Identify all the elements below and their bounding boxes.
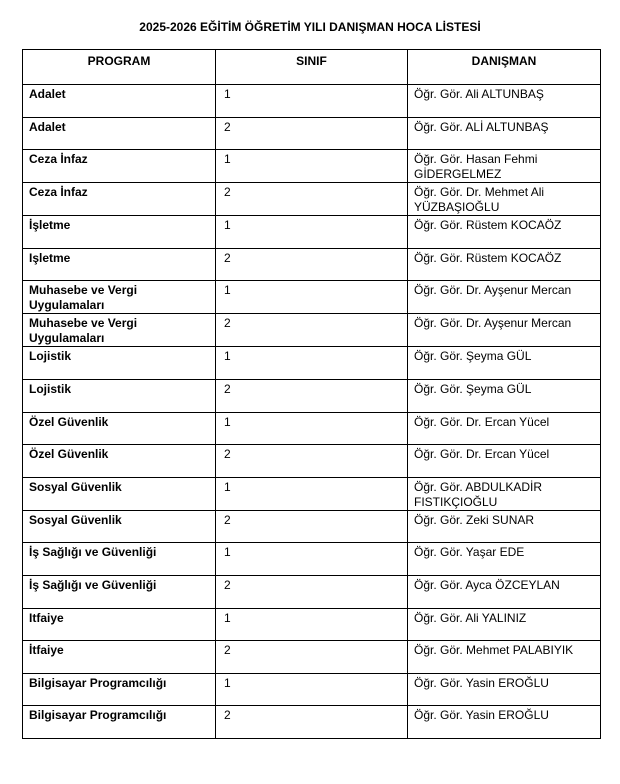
- program-cell: Muhasebe ve Vergi Uygulamaları: [23, 314, 216, 347]
- header-advisor: DANIŞMAN: [408, 50, 601, 85]
- table-row: [23, 183, 601, 216]
- class-cell: 2: [216, 379, 408, 412]
- table-row: [23, 575, 601, 608]
- advisor-cell: Öğr. Gör. ALİ ALTUNBAŞ: [408, 117, 601, 150]
- class-cell: 2: [216, 248, 408, 281]
- advisor-cell: Öğr. Gör. Yaşar EDE: [408, 543, 601, 576]
- class-cell: 2: [216, 510, 408, 543]
- class-cell: 2: [216, 445, 408, 478]
- table-row: [23, 477, 601, 510]
- program-cell: Sosyal Güvenlik: [23, 477, 216, 510]
- program-cell: Sosyal Güvenlik: [23, 510, 216, 543]
- table-row: [23, 543, 601, 576]
- program-cell: Işletme: [23, 248, 216, 281]
- class-cell: 2: [216, 117, 408, 150]
- table-row: [23, 641, 601, 674]
- class-cell: 1: [216, 216, 408, 249]
- program-cell: Lojistik: [23, 379, 216, 412]
- class-cell: 1: [216, 608, 408, 641]
- advisor-cell: Öğr. Gör. Rüstem KOCAÖZ: [408, 248, 601, 281]
- header-program: PROGRAM: [23, 50, 216, 85]
- advisor-cell: Öğr. Gör. Yasin EROĞLU: [408, 706, 601, 739]
- program-cell: Adalet: [23, 85, 216, 118]
- program-cell: Özel Güvenlik: [23, 445, 216, 478]
- class-cell: 1: [216, 673, 408, 706]
- program-cell: Muhasebe ve Vergi Uygulamaları: [23, 281, 216, 314]
- class-cell: 2: [216, 706, 408, 739]
- class-cell: 2: [216, 575, 408, 608]
- class-cell: 1: [216, 150, 408, 183]
- table-row: [23, 314, 601, 347]
- class-cell: 1: [216, 543, 408, 576]
- table-row: [23, 85, 601, 118]
- program-cell: Ceza İnfaz: [23, 183, 216, 216]
- advisor-cell: Öğr. Gör. Zeki SUNAR: [408, 510, 601, 543]
- table-row: [23, 510, 601, 543]
- advisor-table: [22, 49, 601, 739]
- advisor-cell: Öğr. Gör. Hasan Fehmi GİDERGELMEZ: [408, 150, 601, 183]
- table-row: [23, 608, 601, 641]
- program-cell: İşletme: [23, 216, 216, 249]
- program-cell: Itfaiye: [23, 608, 216, 641]
- class-cell: 1: [216, 281, 408, 314]
- advisor-cell: Öğr. Gör. Dr. Mehmet Ali YÜZBAŞIOĞLU: [408, 183, 601, 216]
- advisor-cell: Öğr. Gör. Mehmet PALABIYIK: [408, 641, 601, 674]
- table-header-row: [23, 50, 601, 85]
- advisor-cell: Öğr. Gör. Şeyma GÜL: [408, 347, 601, 380]
- advisor-cell: Öğr. Gör. Yasin EROĞLU: [408, 673, 601, 706]
- program-cell: Bilgisayar Programcılığı: [23, 706, 216, 739]
- advisor-cell: Öğr. Gör. Ayca ÖZCEYLAN: [408, 575, 601, 608]
- class-cell: 1: [216, 477, 408, 510]
- table-row: [23, 281, 601, 314]
- table-row: [23, 347, 601, 380]
- advisor-cell: Öğr. Gör. Ali ALTUNBAŞ: [408, 85, 601, 118]
- table-row: [23, 379, 601, 412]
- class-cell: 2: [216, 641, 408, 674]
- table-body: [23, 85, 601, 739]
- class-cell: 2: [216, 183, 408, 216]
- advisor-cell: Öğr. Gör. Dr. Ayşenur Mercan: [408, 314, 601, 347]
- table-row: [23, 706, 601, 739]
- advisor-cell: Öğr. Gör. Dr. Ayşenur Mercan: [408, 281, 601, 314]
- advisor-cell: Öğr. Gör. Rüstem KOCAÖZ: [408, 216, 601, 249]
- table-row: [23, 117, 601, 150]
- class-cell: 1: [216, 412, 408, 445]
- program-cell: Bilgisayar Programcılığı: [23, 673, 216, 706]
- class-cell: 1: [216, 85, 408, 118]
- class-cell: 1: [216, 347, 408, 380]
- table-row: [23, 216, 601, 249]
- program-cell: Lojistik: [23, 347, 216, 380]
- table-row: [23, 445, 601, 478]
- program-cell: Özel Güvenlik: [23, 412, 216, 445]
- program-cell: İş Sağlığı ve Güvenliği: [23, 575, 216, 608]
- advisor-cell: Öğr. Gör. Dr. Ercan Yücel: [408, 445, 601, 478]
- program-cell: İş Sağlığı ve Güvenliği: [23, 543, 216, 576]
- table-row: [23, 412, 601, 445]
- advisor-cell: Öğr. Gör. Şeyma GÜL: [408, 379, 601, 412]
- table-row: [23, 150, 601, 183]
- advisor-cell: Öğr. Gör. ABDULKADİR FISTIKÇIOĞLU: [408, 477, 601, 510]
- table-row: [23, 248, 601, 281]
- advisor-cell: Öğr. Gör. Dr. Ercan Yücel: [408, 412, 601, 445]
- header-class: SINIF: [216, 50, 408, 85]
- document-title: 2025-2026 EĞİTİM ÖĞRETİM YILI DANIŞMAN HOCA LİSTESİ: [139, 20, 481, 34]
- program-cell: İtfaiye: [23, 641, 216, 674]
- advisor-cell: Öğr. Gör. Ali YALINIZ: [408, 608, 601, 641]
- program-cell: Adalet: [23, 117, 216, 150]
- table-row: [23, 673, 601, 706]
- class-cell: 2: [216, 314, 408, 347]
- program-cell: Ceza İnfaz: [23, 150, 216, 183]
